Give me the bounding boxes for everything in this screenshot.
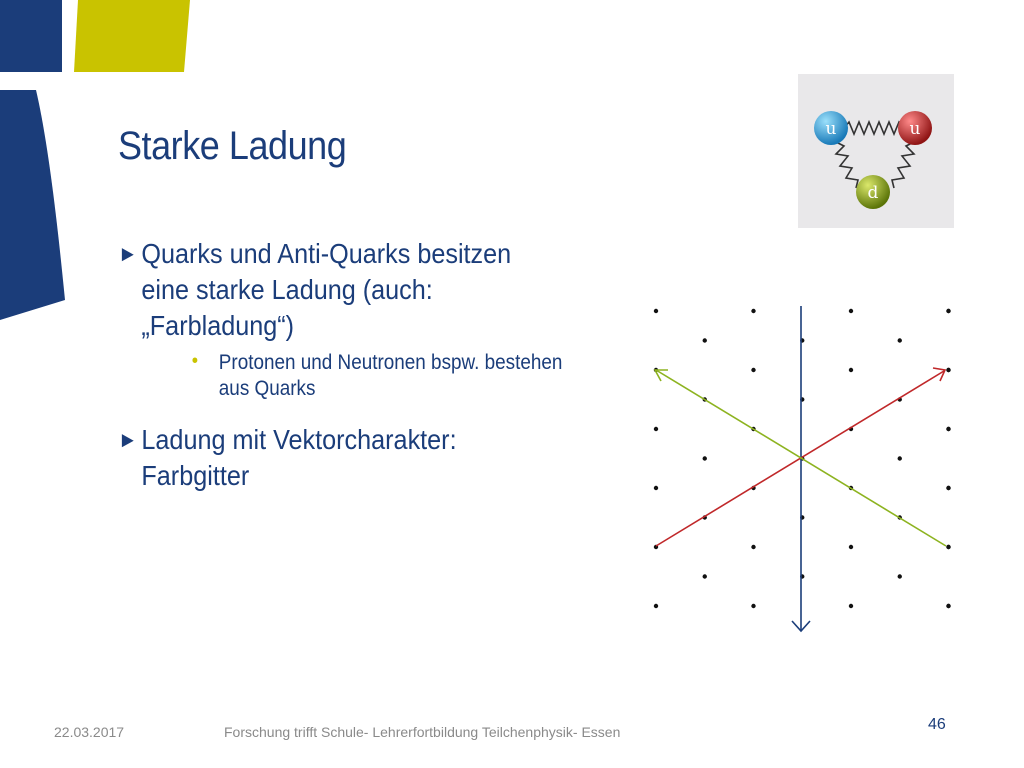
lattice-dot [898, 456, 902, 460]
lattice-dot [849, 604, 853, 608]
bullet-1-line-2: eine starke Ladung (auch: [141, 274, 433, 305]
footer-date: 22.03.2017 [54, 724, 125, 740]
lattice-dot [751, 309, 755, 313]
quark-label-d: d [867, 183, 879, 203]
bullet-2-line-1: Ladung mit Vektorcharakter: [141, 424, 457, 455]
lattice-dot [946, 368, 950, 372]
bullet-1-line-3: „Farbladung“) [141, 310, 295, 341]
lattice-dot [751, 545, 755, 549]
lattice-dot [898, 574, 902, 578]
lattice-dot [946, 545, 950, 549]
lattice-dot [654, 427, 658, 431]
quark-label-u1: u [825, 119, 837, 139]
lattice-dot [898, 338, 902, 342]
lattice-dot [946, 427, 950, 431]
lattice-dot [654, 486, 658, 490]
sub-bullet-1-line-1: Protonen und Neutronen bspw. bestehen [218, 351, 563, 374]
lattice-dot [703, 338, 707, 342]
bullet-2-line-2: Farbgitter [141, 460, 250, 491]
lattice-dot [751, 368, 755, 372]
footer-text: Forschung trifft Schule- Lehrerfortbildung Teilchenphysik- Essen [224, 724, 621, 740]
olive-square [74, 0, 190, 72]
navy-square [0, 0, 62, 72]
bullet-2 [118, 422, 658, 494]
quark-label-u2: u [909, 119, 921, 139]
bullet-marker: ► [118, 241, 138, 266]
lattice-dot [849, 368, 853, 372]
color-lattice-diagram [640, 296, 960, 646]
lattice-dot [751, 604, 755, 608]
lattice-dot [849, 309, 853, 313]
lattice-dot [946, 604, 950, 608]
lattice-dot [703, 574, 707, 578]
slide-title: Starke Ladung [118, 124, 347, 168]
sub-bullet-marker: • [191, 350, 199, 372]
gluon-line-top [844, 122, 904, 134]
slide-content [118, 236, 658, 494]
lattice-dot [703, 456, 707, 460]
lattice-dot [946, 486, 950, 490]
lattice-dot [849, 545, 853, 549]
bullet-1 [118, 236, 658, 344]
page-number: 46 [928, 716, 946, 733]
sub-bullet-1 [191, 350, 658, 402]
bullet-marker: ► [118, 427, 138, 452]
bullet-1-line-1: Quarks und Anti-Quarks besitzen [141, 238, 512, 269]
sub-bullet-1-line-2: aus Quarks [218, 377, 316, 400]
gluon-line-right [892, 142, 914, 188]
lattice-dot [946, 309, 950, 313]
lattice-dot [654, 309, 658, 313]
quark-triangle-image [798, 74, 954, 228]
navy-swoosh [0, 90, 65, 320]
gluon-line-left [836, 142, 858, 188]
lattice-dot [654, 604, 658, 608]
